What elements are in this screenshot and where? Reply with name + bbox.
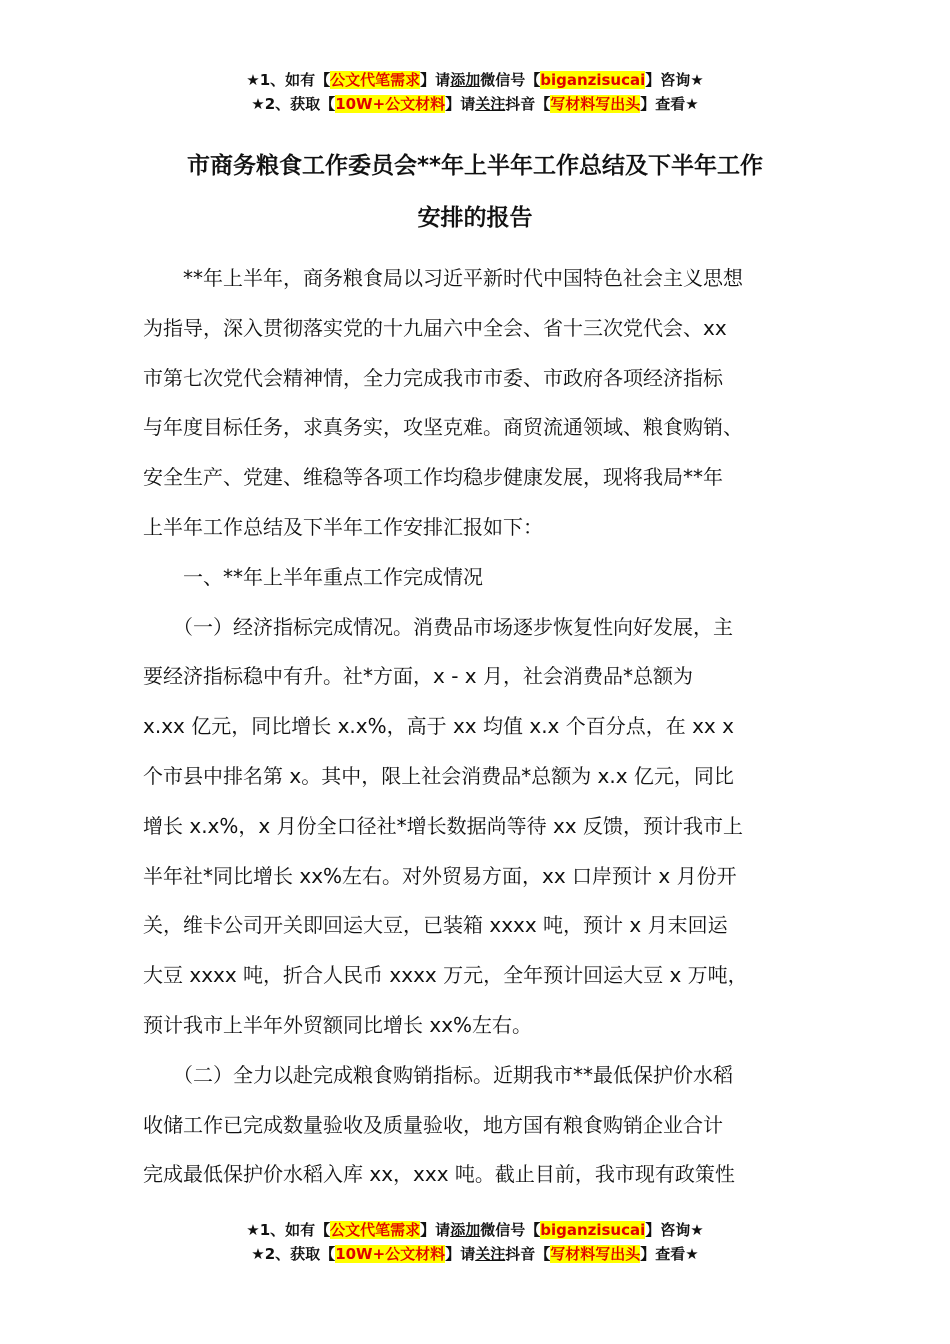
banner-text: 】请 [445, 95, 476, 113]
banner-text: 】咨询★ [645, 1221, 704, 1239]
banner-underline: 添加 [450, 1221, 481, 1239]
banner-text: 微信号【 [480, 71, 541, 89]
body-line: （一）经济指标完成情况。消费品市场逐步恢复性向好发展，主 [143, 614, 733, 639]
banner-highlight: 公文代笔需求 [330, 1221, 421, 1239]
banner-text: ★1、如有【 [246, 71, 331, 89]
body-line: 安全生产、党建、维稳等各项工作均稳步健康发展，现将我局**年 [143, 465, 723, 490]
section-heading: 一、**年上半年重点工作完成情况 [143, 564, 483, 589]
body-line: 上半年工作总结及下半年工作安排汇报如下： [143, 514, 543, 539]
banner-text: 】查看★ [640, 95, 699, 113]
body-line: 与年度目标任务，求真务实，攻坚克难。商贸流通领域、粮食购销、 [143, 415, 743, 440]
banner-text: 抖音【 [505, 1245, 551, 1263]
banner-highlight: 公文代笔需求 [330, 71, 421, 89]
banner-text: ★2、获取【 [251, 95, 336, 113]
body-line: 完成最低保护价水稻入库 xx，xxx 吨。截止目前，我市现有政策性 [143, 1162, 735, 1187]
banner-highlight: biganzisucai [540, 1221, 646, 1239]
document-title [110, 140, 840, 244]
banner-line-1 [0, 1218, 950, 1242]
banner-highlight: biganzisucai [540, 71, 646, 89]
title-line-1: 市商务粮食工作委员会**年上半年工作总结及下半年工作 [186, 153, 764, 179]
body-line: 为指导，深入贯彻落实党的十九届六中全会、省十三次党代会、xx [143, 315, 727, 340]
banner-underline: 关注 [475, 1245, 506, 1263]
body-line: **年上半年，商务粮食局以习近平新时代中国特色社会主义思想 [143, 266, 743, 290]
banner-highlight: 写材料写出头 [550, 1245, 641, 1263]
body-line: 收储工作已完成数量验收及质量验收，地方国有粮食购销企业合计 [143, 1112, 723, 1137]
banner-text: 】请 [420, 71, 451, 89]
title-line-2: 安排的报告 [417, 205, 533, 231]
banner-text: 】咨询★ [645, 71, 704, 89]
body-line: 预计我市上半年外贸额同比增长 xx%左右。 [143, 1012, 533, 1037]
banner-underline: 添加 [450, 71, 481, 89]
banner-underline: 关注 [475, 95, 506, 113]
body-line: （二）全力以赴完成粮食购销指标。近期我市**最低保护价水稻 [143, 1062, 733, 1087]
banner-highlight: 10W+公文材料 [335, 1245, 446, 1263]
body-line: x.xx 亿元，同比增长 x.x%，高于 xx 均值 x.x 个百分点，在 xx x [143, 714, 734, 739]
footer-banner [0, 1218, 950, 1266]
body-line: 大豆 xxxx 吨，折合人民币 xxxx 万元，全年预计回运大豆 x 万吨， [143, 963, 748, 988]
body-line: 半年社*同比增长 xx%左右。对外贸易方面，xx 口岸预计 x 月份开 [143, 863, 737, 888]
banner-highlight: 10W+公文材料 [335, 95, 446, 113]
body-line: 个市县中排名第 x。其中，限上社会消费品*总额为 x.x 亿元，同比 [143, 763, 734, 788]
banner-highlight: 写材料写出头 [550, 95, 641, 113]
banner-text: 抖音【 [505, 95, 551, 113]
banner-text: ★1、如有【 [246, 1221, 331, 1239]
document-body [143, 254, 811, 1200]
body-line: 要经济指标稳中有升。社*方面，x - x 月，社会消费品*总额为 [143, 664, 693, 689]
banner-text: ★2、获取【 [251, 1245, 336, 1263]
body-line: 增长 x.x%，x 月份全口径社*增长数据尚等待 xx 反馈，预计我市上 [143, 813, 743, 838]
header-banner [0, 68, 950, 116]
body-line: 关，维卡公司开关即回运大豆，已装箱 xxxx 吨，预计 x 月末回运 [143, 913, 728, 938]
banner-line-1 [0, 68, 950, 92]
banner-line-2 [0, 1242, 950, 1266]
body-line: 市第七次党代会精神情，全力完成我市市委、市政府各项经济指标 [143, 365, 723, 390]
banner-text: 】请 [420, 1221, 451, 1239]
banner-text: 】请 [445, 1245, 476, 1263]
banner-text: 微信号【 [480, 1221, 541, 1239]
banner-text: 】查看★ [640, 1245, 699, 1263]
banner-line-2 [0, 92, 950, 116]
